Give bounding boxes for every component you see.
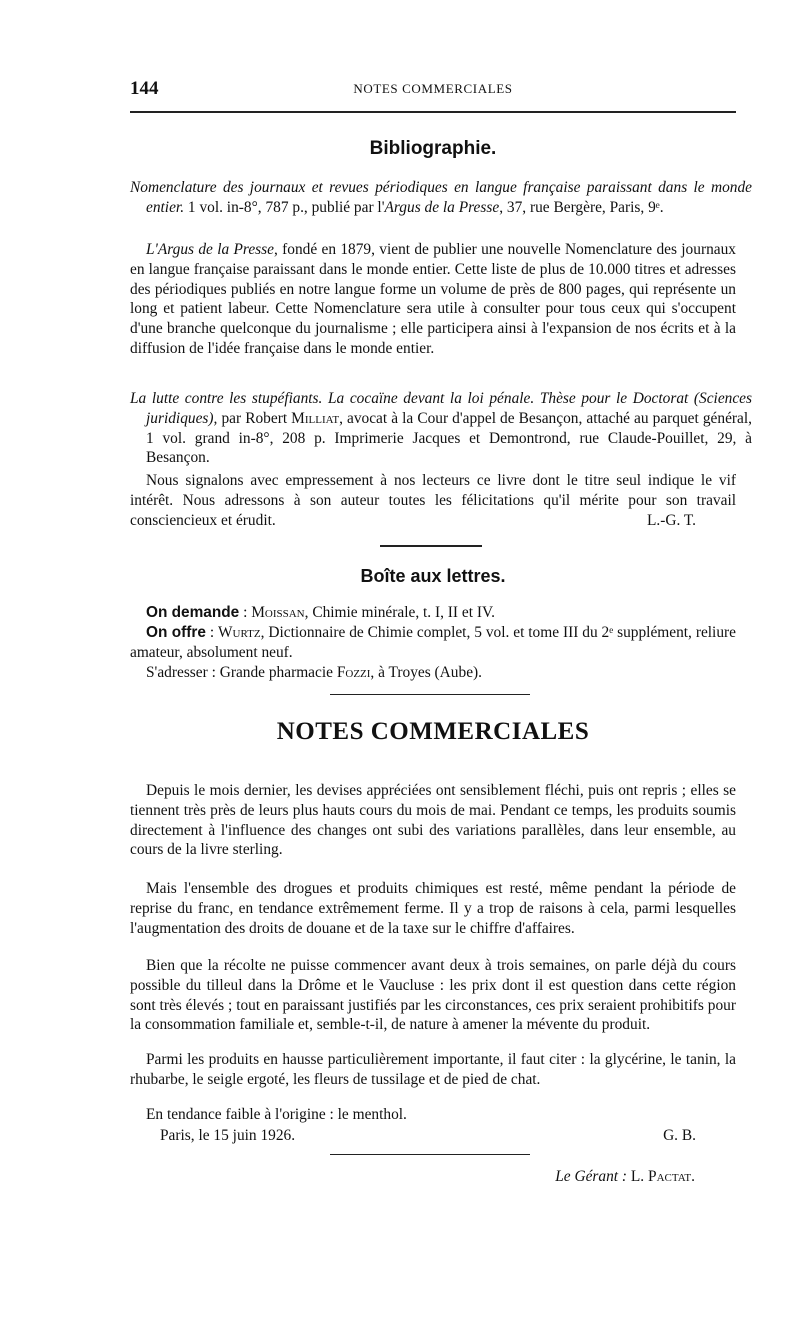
demande-label: On demande: [146, 604, 240, 621]
boite-demande: [130, 603, 736, 623]
section-title-notes: NOTES COMMERCIALES: [276, 718, 590, 745]
separator-rule-1: [380, 545, 482, 547]
entry-1-publisher: Argus de la Presse: [384, 198, 500, 216]
notes-paragraph: En tendance faible à l'origine : le menthol.: [146, 1106, 407, 1123]
entry-1-book-title: Nomenclature des journaux et revues périodiques en langue française paraissant dans le monde entier.: [130, 179, 752, 216]
gerant-label: Le Gérant :: [555, 1168, 628, 1185]
offre-name: Wurtz: [218, 624, 261, 641]
entry-2-details-pre: par Robert: [217, 409, 292, 427]
bibliography-entry-1: [130, 178, 752, 218]
header-rule: [130, 111, 736, 113]
demande-name: Moissan: [251, 604, 305, 621]
notes-paragraph: Depuis le mois dernier, les devises appréciées ont sensiblement fléchi, puis ont repris ; elles se tiennent très près de leurs plus hauts cours du mois de mai. Pendant ce temps, les produits soumis directement à l'influence des changes ont subi des variations parallèles, dans leur ensemble, au cours de la livre sterling.: [130, 782, 736, 859]
separator-rule-2: [330, 694, 530, 695]
adresse-name: Fozzi: [336, 664, 371, 681]
demande-sep: :: [239, 604, 252, 621]
review-1-publisher: L'Argus de la Presse: [146, 241, 274, 258]
entry-2-author: Milliat: [291, 409, 340, 427]
notes-signature: G. B.: [663, 1127, 696, 1144]
separator-rule-3: [330, 1154, 530, 1155]
adresse-pre: S'adresser : Grande pharmacie: [146, 664, 337, 681]
demande-text: , Chimie minérale, t. I, II et IV.: [304, 604, 495, 621]
offre-label: On offre: [146, 624, 206, 641]
bibliography-review-2: [130, 471, 736, 530]
notes-dateline-row: [130, 1126, 736, 1146]
gerant-line: [555, 1168, 695, 1186]
gerant-end: .: [691, 1168, 695, 1185]
boite-offre: [130, 623, 736, 663]
notes-dateline: Paris, le 15 juin 1926.: [160, 1127, 296, 1144]
entry-2-book-title: La lutte contre les stupéfiants. La cocaïne devant la loi pénale. Thèse pour le Doctorat (Sciences juridiques),: [130, 390, 752, 427]
section-title-bibliographie: Bibliographie.: [369, 138, 497, 159]
bibliography-review-1: [130, 240, 736, 359]
bibliography-entry-2: [130, 389, 752, 468]
notes-paragraph: Parmi les produits en hausse particulièrement importante, il faut citer : la glycérine, le tanin, la rhubarbe, le seigle ergoté, les fleurs de tussilage et de pied de chat.: [130, 1051, 736, 1088]
entry-1-details-post: , 37, rue Bergère, Paris, 9ᵉ.: [499, 198, 664, 216]
running-head: [130, 78, 736, 100]
boite-adresse: [130, 663, 736, 683]
review-1-text: , fondé en 1879, vient de publier une nouvelle Nomenclature des journaux en langue française paraissant dans le monde entier. Cette liste de plus de 10.000 titres et adresses des périodiques publiés en notre langue forme un volume de près de 800 pages, qui représente un long et patient labeur. Cette Nomenclature sera utile à consulter pour tous ceux qui s'occupent d'une branche quelconque du journalisme ; elle participera ainsi à l'expansion de nos écrits et à la diffusion de l'idée française dans le monde entier.: [130, 241, 736, 357]
review-2-text: Nous signalons avec empressement à nos lecteurs ce livre dont le titre seul indique le vif intérêt. Nous adressons à son auteur toutes les félicitations qu'il mérite pour son travail consciencieux et érudit.: [130, 472, 736, 529]
running-title: NOTES COMMERCIALES: [353, 81, 513, 96]
adresse-post: , à Troyes (Aube).: [370, 664, 482, 681]
offre-sep: :: [205, 624, 219, 641]
entry-2-details-post: , avocat à la Cour d'appel de Besançon, attaché au parquet général, 1 vol. grand in-8°, 208 p. Imprimerie Jacques et Demontrond, rue Claude-Pouillet, 29, à Besançon.: [146, 409, 752, 467]
gerant-initial: L.: [627, 1168, 649, 1185]
offre-text: , Dictionnaire de Chimie complet, 5 vol. et tome III du 2ᵉ supplément, reliure amateur, absolument neuf.: [130, 624, 736, 661]
entry-1-details-pre: 1 vol. in-8°, 787 p., publié par l': [184, 198, 385, 216]
review-2-signature: L.-G. T.: [646, 511, 696, 529]
notes-paragraph: Mais l'ensemble des drogues et produits chimiques est resté, même pendant la période de reprise du franc, en tendance extrêmement ferme. Il y a trop de raisons à cela, parmi lesquelles l'augmentation des droits de douane et de la taxe sur le chiffre d'affaires.: [130, 880, 736, 937]
gerant-name: Pactat: [648, 1168, 692, 1185]
notes-paragraph: Bien que la récolte ne puisse commencer avant deux à trois semaines, on parle déjà du cours possible du tilleul dans la Drôme et le Vaucluse : les prix dont il est question dans cette région sont très élevés ; tout en paraissant justifiés par les circonstances, ces prix seraient prohibitifs pour la consommation familiale et, semble-t-il, de nature à amener la mévente du produit.: [130, 957, 736, 1034]
section-title-boite: Boîte aux lettres.: [360, 566, 506, 586]
page-number: 144: [130, 78, 159, 99]
